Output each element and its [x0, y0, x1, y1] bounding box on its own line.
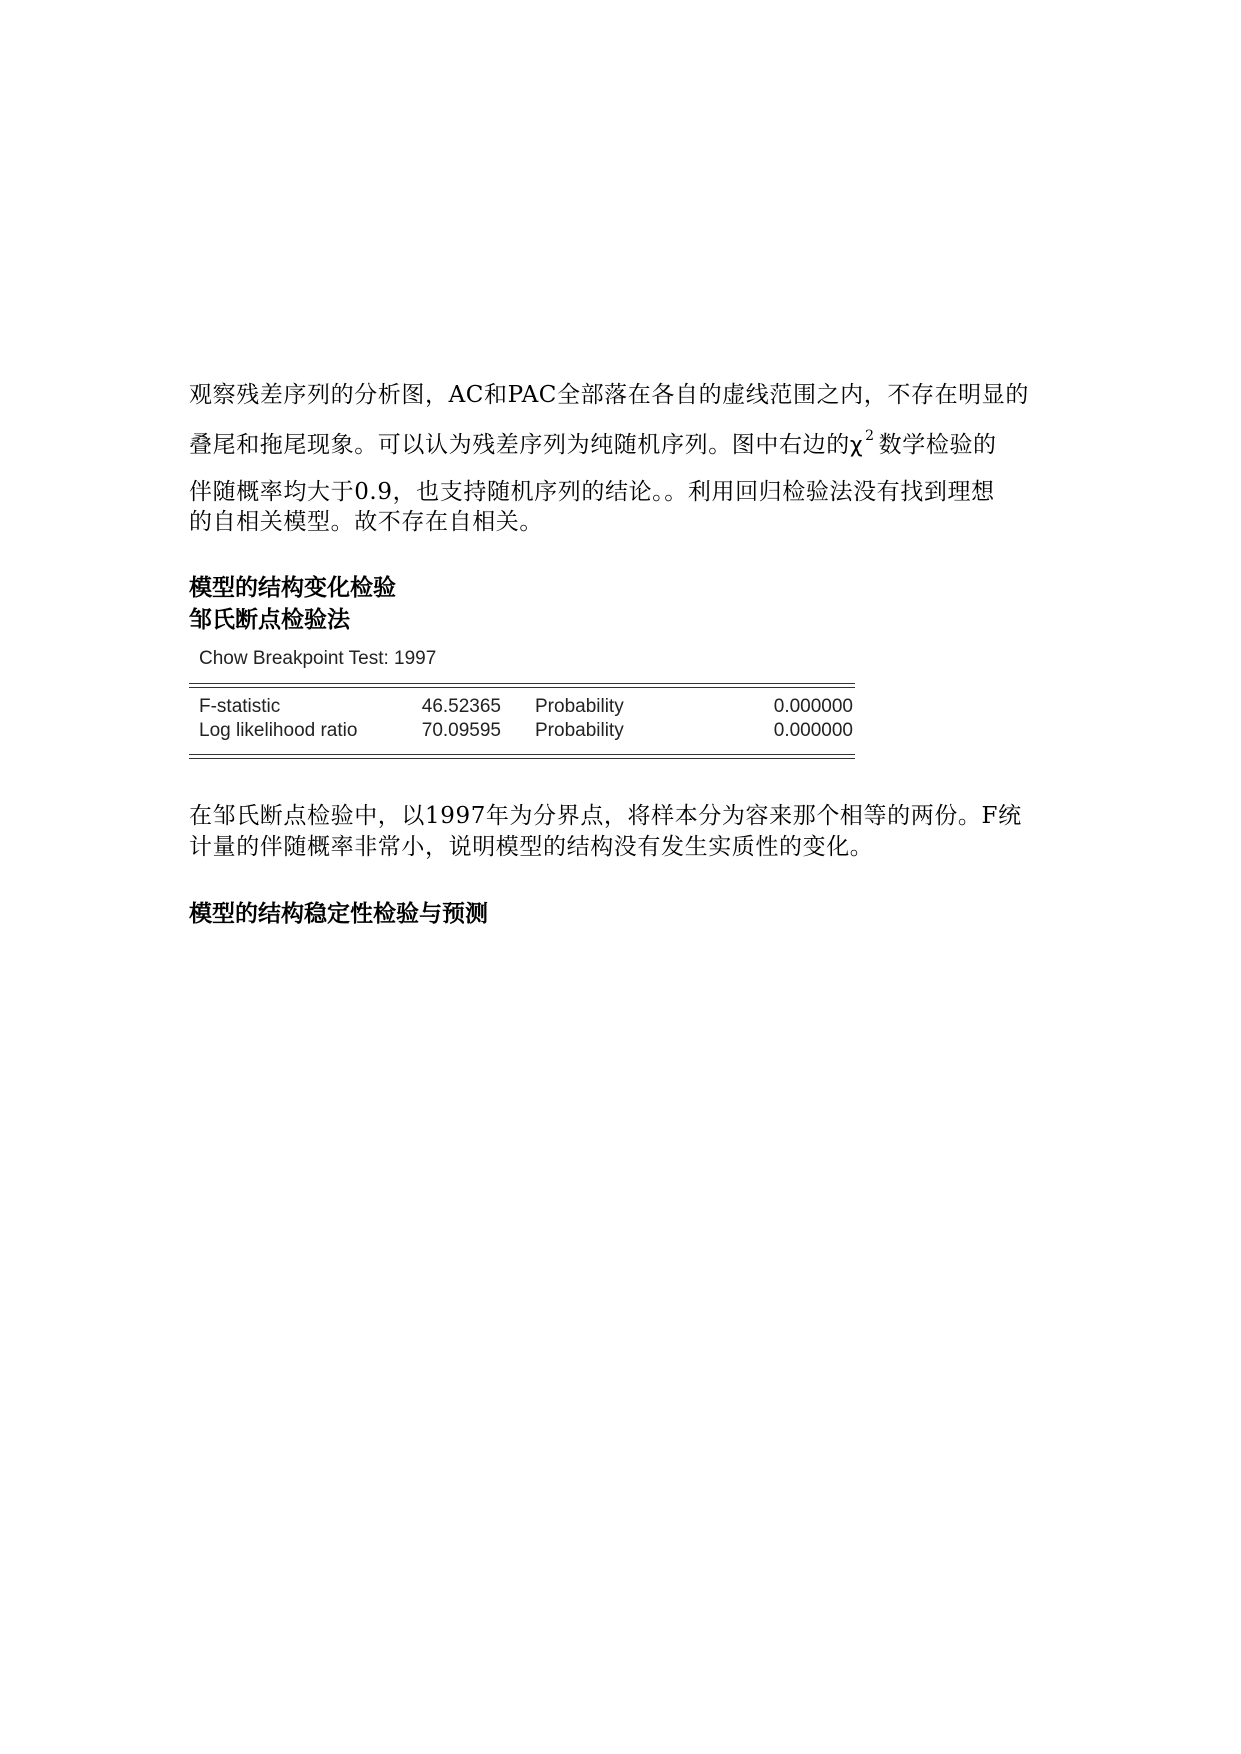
row-label: Log likelihood ratio	[199, 720, 358, 741]
section-heading-stability-forecast: 模型的结构稳定性检验与预测	[189, 901, 488, 927]
paragraph-line: 计量的伴随概率非常小，说明模型的结构没有发生实质性的变化。	[189, 834, 874, 860]
chi-superscript: 2	[865, 428, 875, 444]
table-divider	[189, 758, 855, 759]
paragraph-line: 的自相关模型。故不存在自相关。	[189, 509, 543, 535]
row-prob: 0.000000	[773, 696, 853, 717]
chi-symbol: χ	[849, 433, 864, 458]
row-value: 70.09595	[421, 720, 501, 741]
row-prob: 0.000000	[773, 720, 853, 741]
paragraph-line: 伴随概率均大于0.9，也支持随机序列的结论。。利用回归检验法没有找到理想	[189, 479, 995, 505]
table-divider	[189, 683, 855, 684]
table-row	[189, 696, 855, 720]
row-label: F-statistic	[199, 696, 281, 717]
table-row	[189, 720, 855, 744]
table-divider	[189, 754, 855, 755]
subsection-heading-chow-test: 邹氏断点检验法	[189, 607, 350, 633]
row-prob-label: Probability	[535, 720, 624, 741]
table-title: Chow Breakpoint Test: 1997	[199, 648, 437, 669]
row-prob-label: Probability	[535, 696, 624, 717]
paragraph-line	[189, 426, 997, 459]
row-value: 46.52365	[421, 696, 501, 717]
paragraph-text: 叠尾和拖尾现象。可以认为残差序列为纯随机序列。图中右边的	[189, 432, 850, 458]
table-divider	[189, 687, 855, 688]
paragraph-line: 观察残差序列的分析图，AC和PAC全部落在各自的虚线范围之内，不存在明显的	[189, 382, 1029, 408]
paragraph-text: 数学检验的	[878, 432, 997, 458]
paragraph-line: 在邹氏断点检验中，以1997年为分界点，将样本分为容来那个相等的两份。F统	[189, 803, 1022, 829]
section-heading-structural-change: 模型的结构变化检验	[189, 575, 396, 601]
